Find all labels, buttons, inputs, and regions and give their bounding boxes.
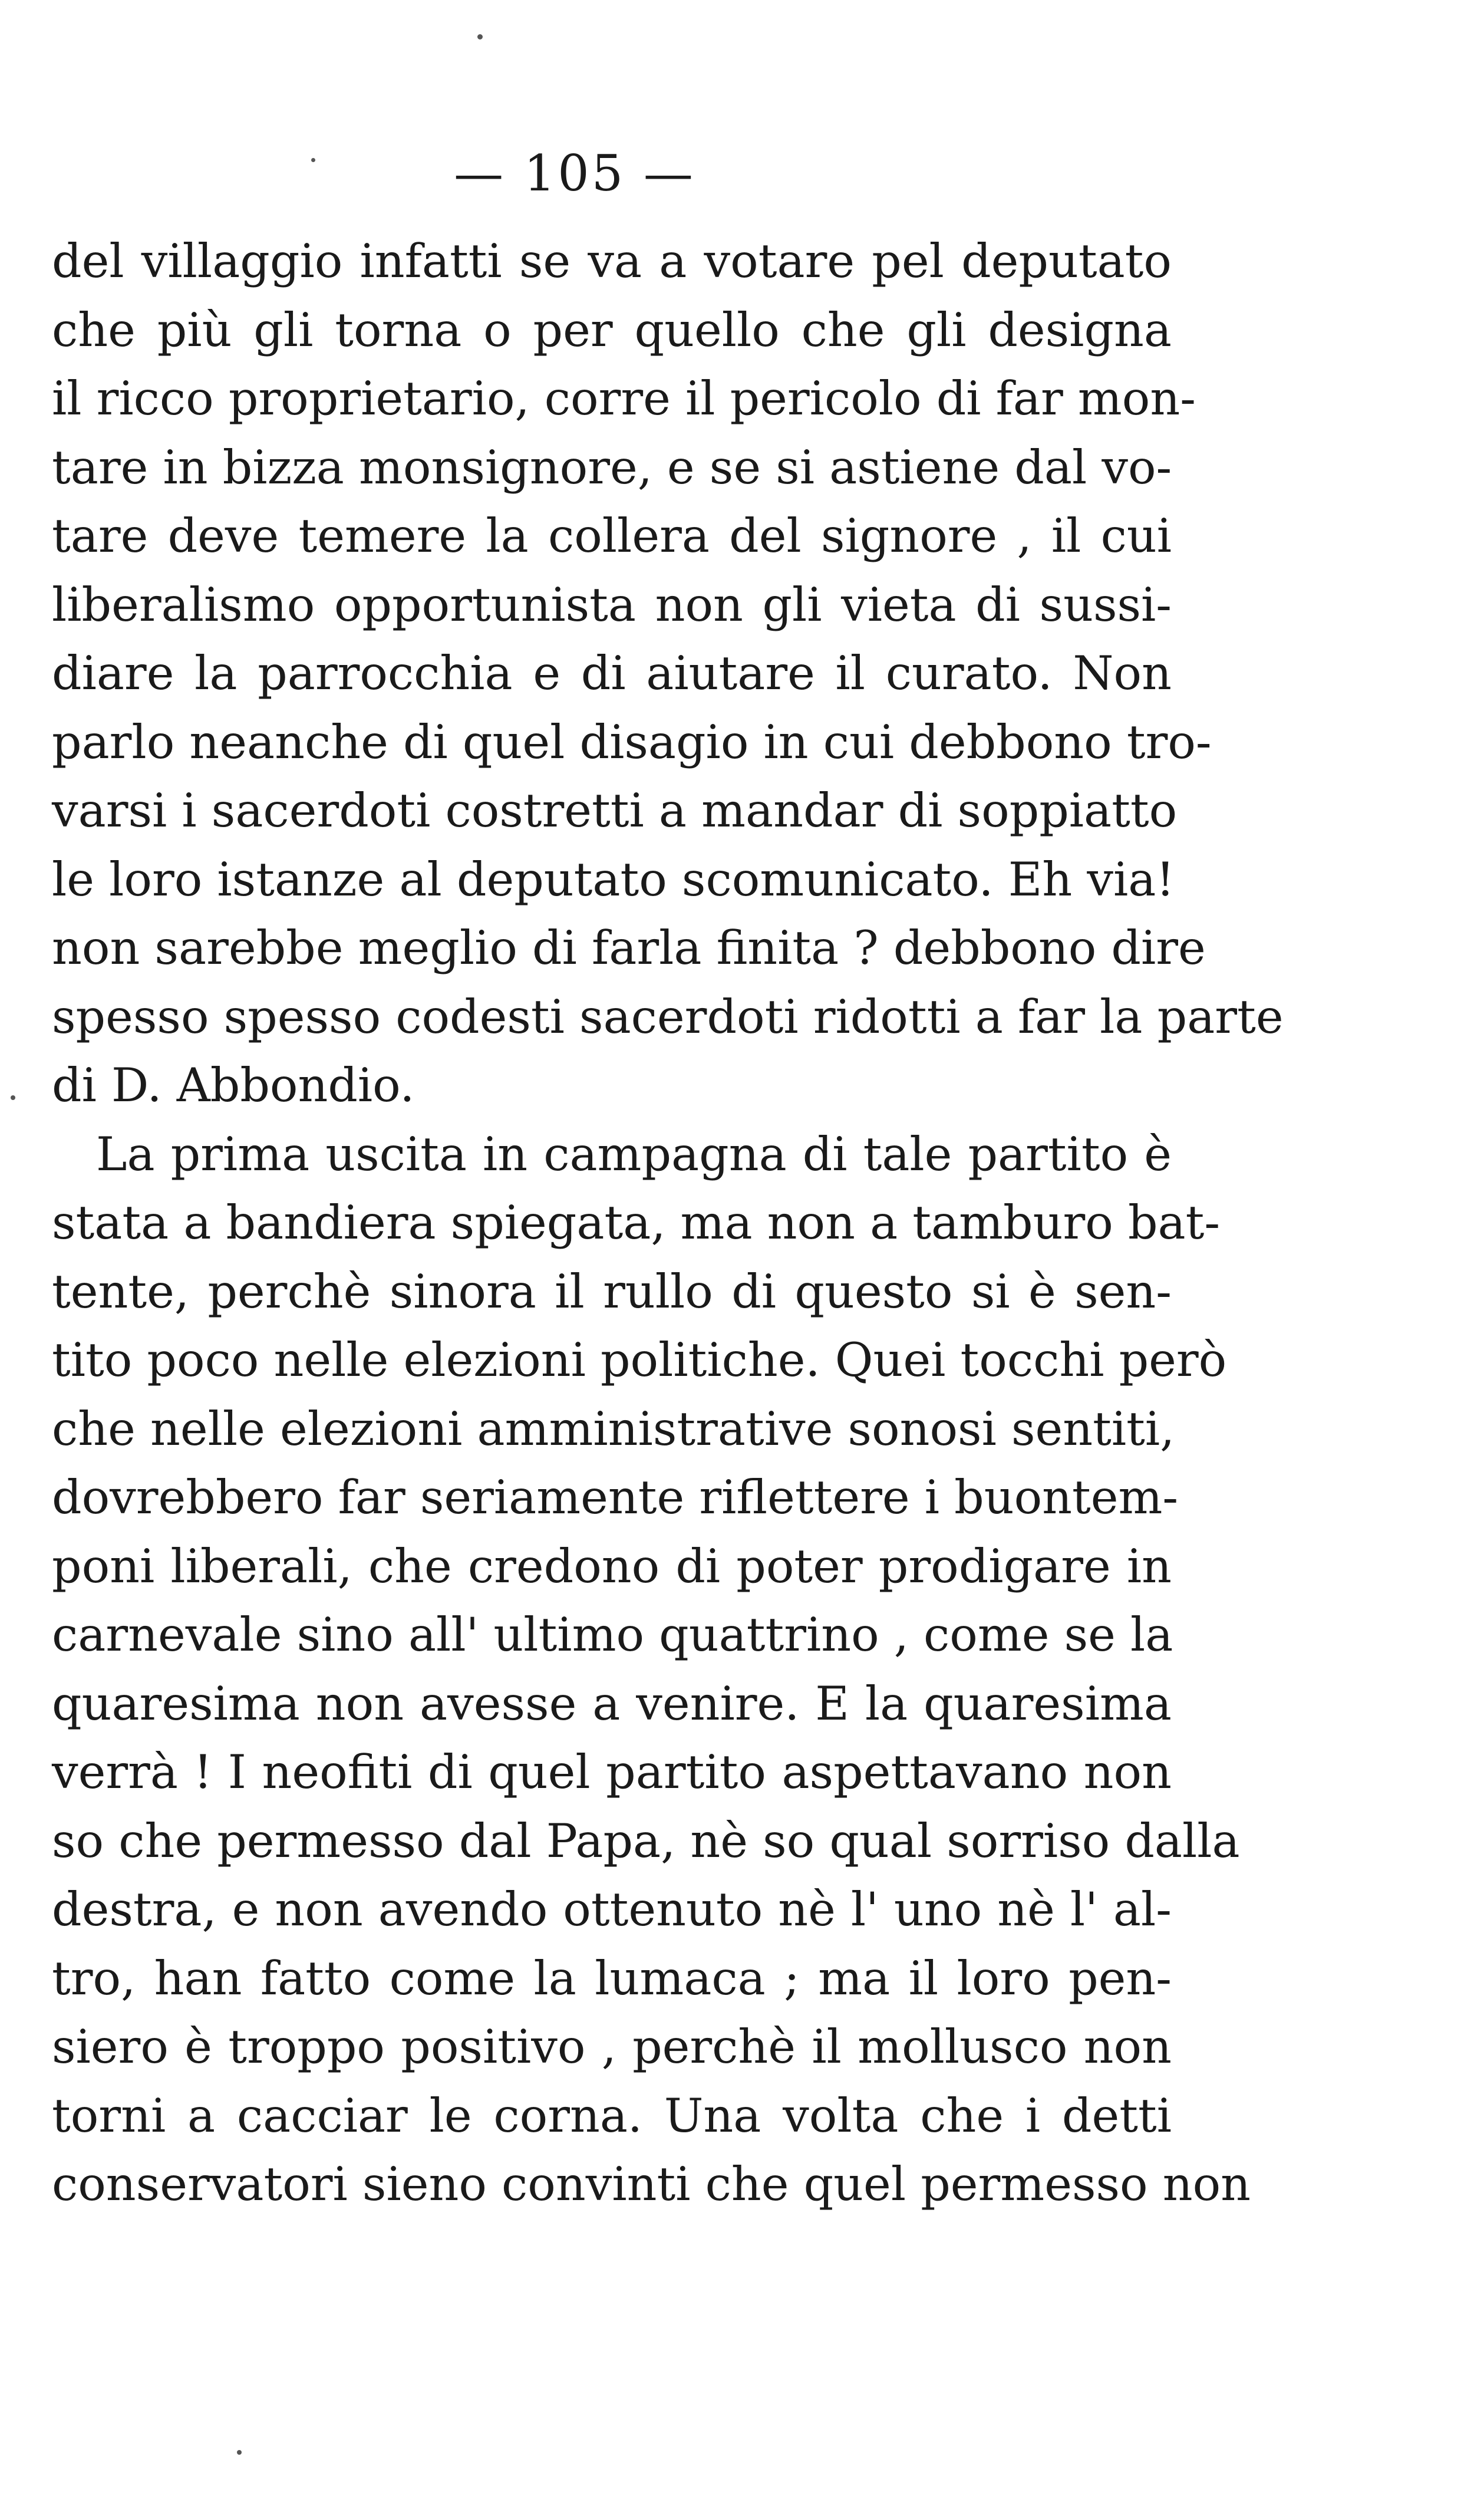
- text-line: conservatori sieno convinti che quel permesso non: [52, 2157, 1251, 2211]
- text-line: quaresima non avesse a venire. E la quaresima: [52, 1676, 1172, 1731]
- text-line: il ricco proprietario, corre il pericolo di far mon-: [52, 371, 1196, 426]
- paragraph-start-line: La prima uscita in campagna di tale partito è: [96, 1127, 1172, 1181]
- text-line: tro, han fatto come la lumaca ; ma il loro pen-: [52, 1951, 1172, 2006]
- text-line: verrà ! I neofiti di quel partito aspettavano non: [52, 1745, 1172, 1799]
- text-line: siero è troppo positivo , perchè il mollusco non: [52, 2020, 1172, 2074]
- text-line: destra, e non avendo ottenuto nè l' uno nè l' al-: [52, 1882, 1172, 1937]
- text-line: tente, perchè sinora il rullo di questo si è sen-: [52, 1264, 1172, 1319]
- text-line: varsi i sacerdoti costretti a mandar di soppiatto: [52, 783, 1178, 838]
- text-line: non sarebbe meglio di farla finita ? debbono dire: [52, 921, 1206, 975]
- page-number: — 105 —: [454, 144, 695, 202]
- text-line: torni a cacciar le corna. Una volta che i detti: [52, 2088, 1172, 2143]
- print-speck: [237, 2450, 242, 2455]
- text-line: le loro istanze al deputato scomunicato. Eh via!: [52, 852, 1175, 907]
- text-line: stata a bandiera spiegata, ma non a tamburo bat-: [52, 1196, 1221, 1250]
- text-line: spesso spesso codesti sacerdoti ridotti a far la parte: [52, 989, 1284, 1044]
- text-line: che più gli torna o per quello che gli designa: [52, 302, 1172, 357]
- text-line: tito poco nelle elezioni politiche. Quei tocchi però: [52, 1333, 1227, 1387]
- text-line: tare deve temere la collera del signore , il cui: [52, 509, 1172, 563]
- text-line: liberalismo opportunista non gli vieta di sussi-: [52, 577, 1172, 632]
- text-line: diare la parrocchia e di aiutare il curato. Non: [52, 646, 1172, 700]
- print-speck: [11, 1095, 15, 1100]
- text-line: parlo neanche di quel disagio in cui debbono tro-: [52, 714, 1212, 769]
- text-line: che nelle elezioni amministrative sonosi sentiti,: [52, 1401, 1175, 1456]
- text-line: dovrebbero far seriamente riflettere i buontem-: [52, 1470, 1179, 1524]
- text-line: carnevale sino all' ultimo quattrino , come se la: [52, 1608, 1173, 1662]
- print-speck: [477, 34, 483, 39]
- body-text: [52, 227, 1284, 2219]
- text-line: poni liberali, che credono di poter prodigare in: [52, 1539, 1172, 1593]
- text-line: tare in bizza monsignore, e se si astiene dal vo-: [52, 440, 1172, 495]
- text-line: del villaggio infatti se va a votare pel deputato: [52, 234, 1172, 288]
- paragraph-end-line: di D. Abbondio.: [52, 1058, 415, 1112]
- text-line: so che permesso dal Papa, nè so qual sorriso dalla: [52, 1813, 1240, 1868]
